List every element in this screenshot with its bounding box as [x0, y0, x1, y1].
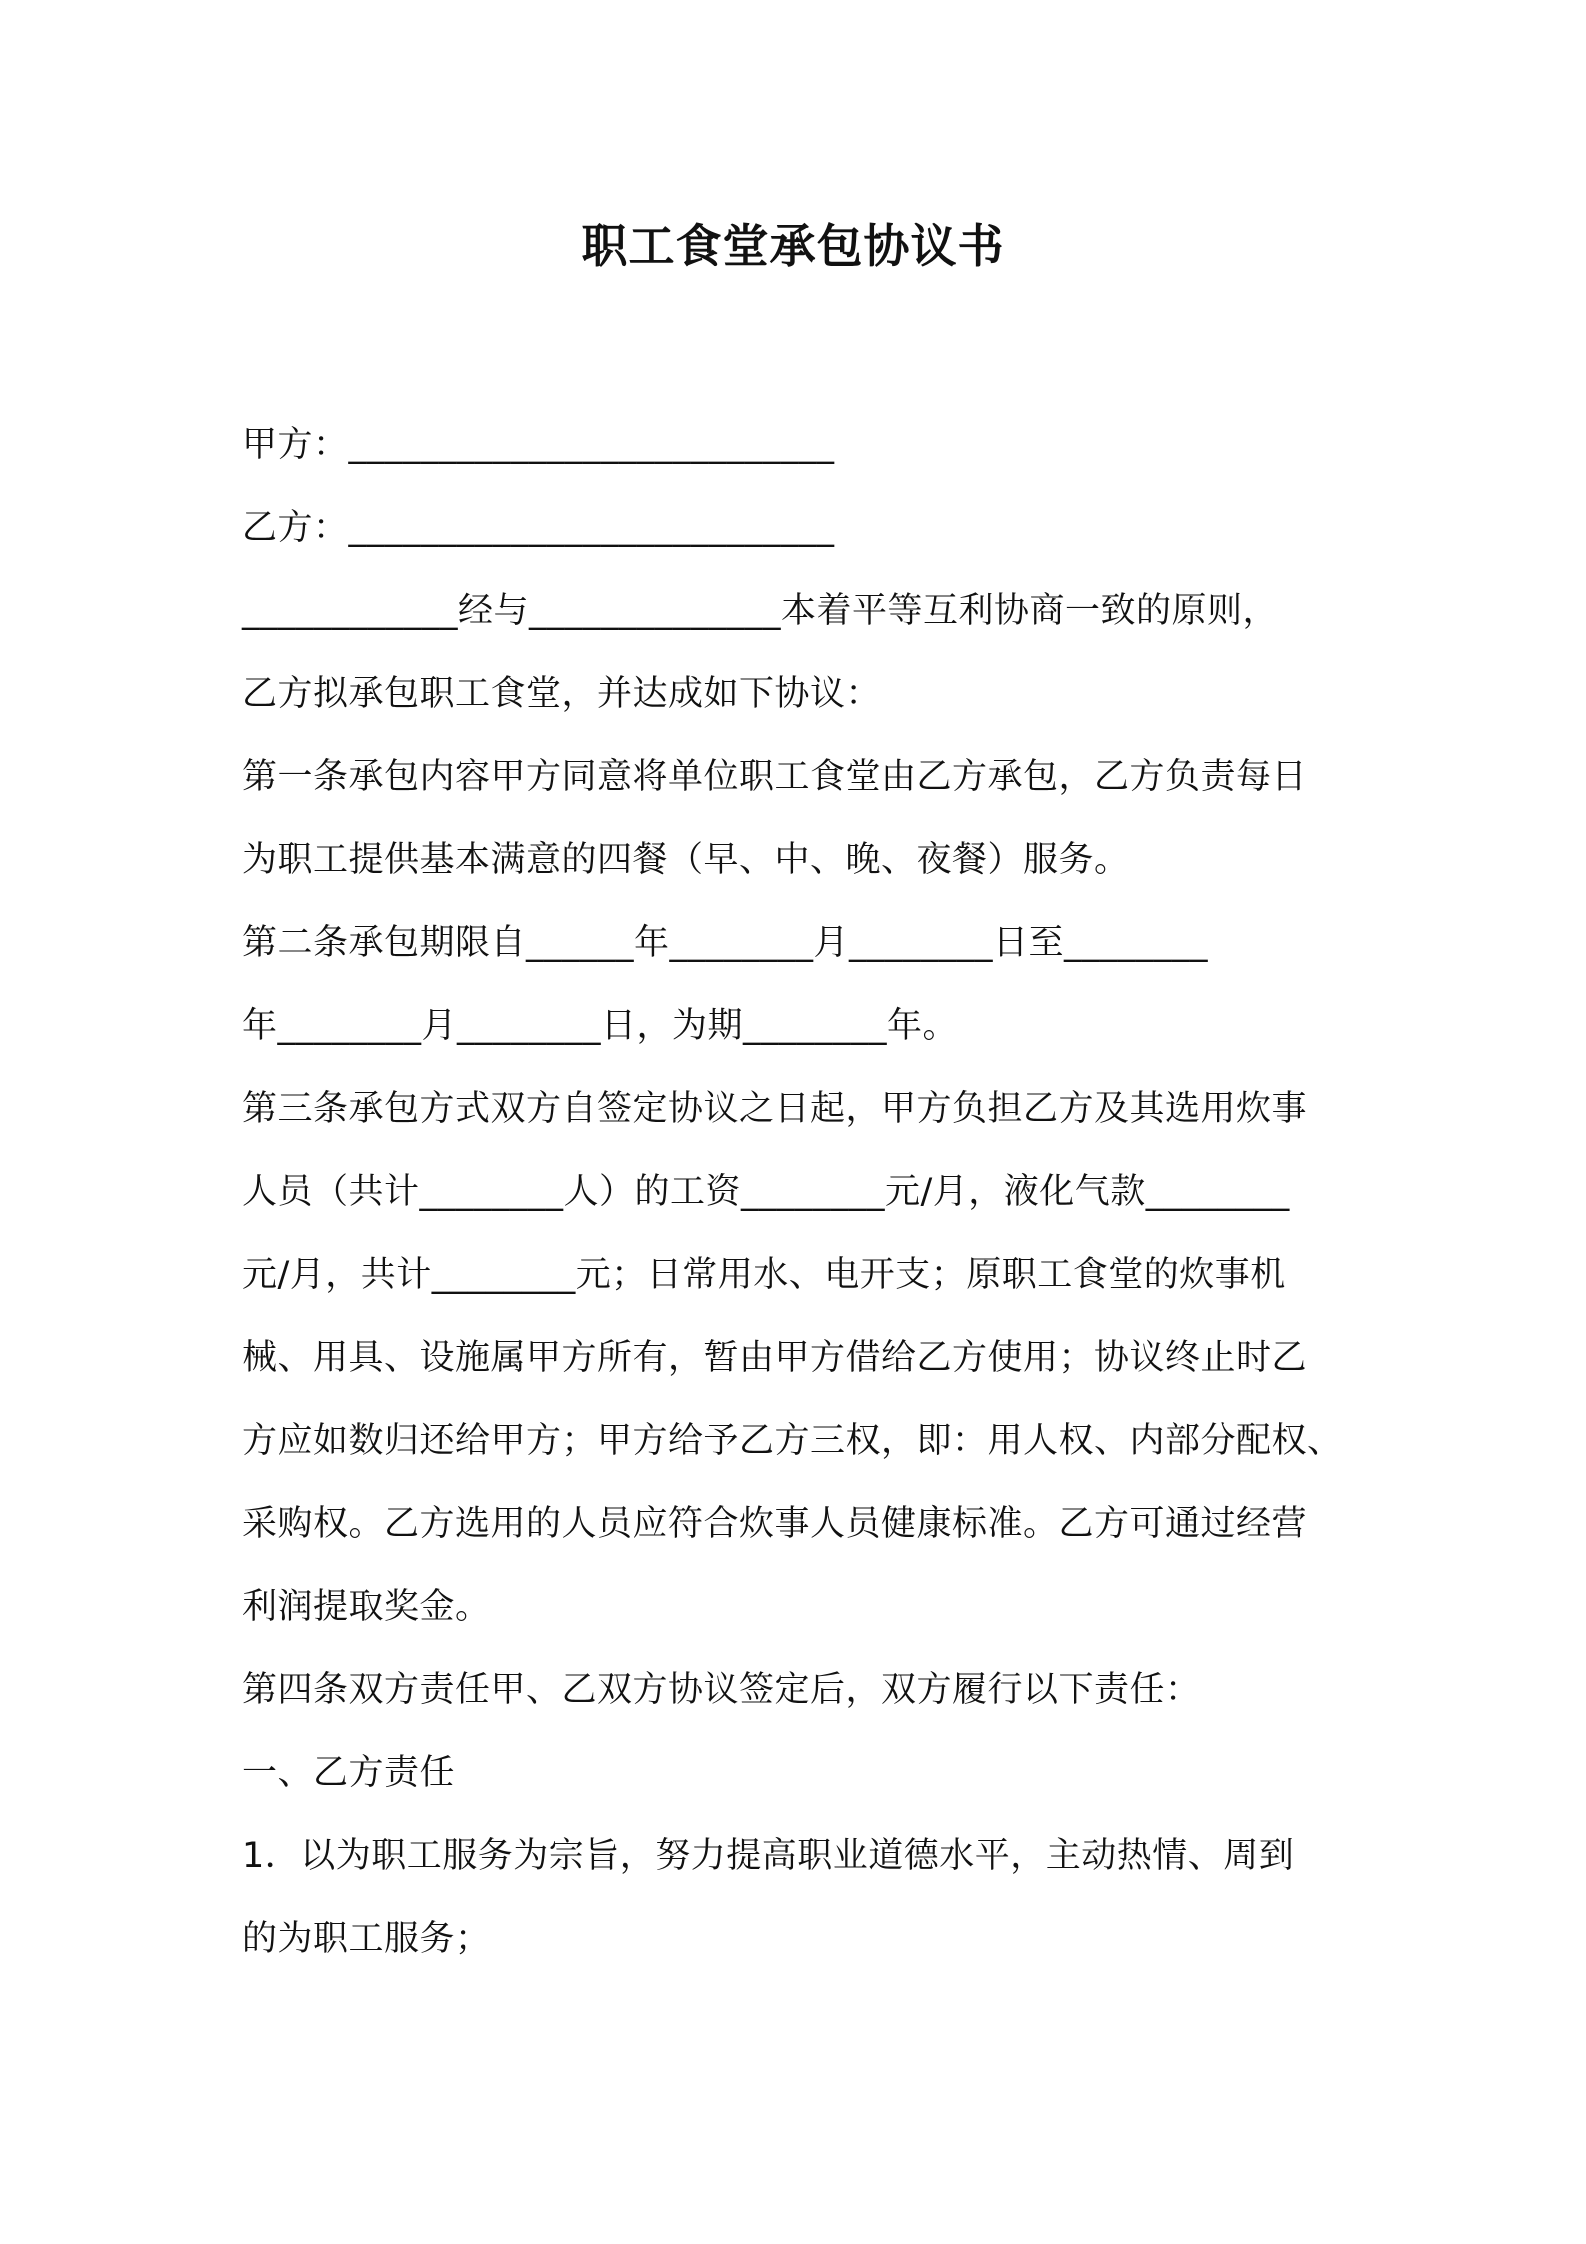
article-2-line: 第二条承包期限自______年________月________日至________ — [242, 923, 1209, 963]
document-title: 职工食堂承包协议书 — [581, 219, 1005, 273]
article-3-line: 采购权。乙方选用的人员应符合炊事人员健康标准。乙方可通过经营 — [242, 1504, 1308, 1544]
preamble-line: ____________经与______________本着平等互利协商一致的原则， — [242, 591, 1279, 631]
article-2-line: 年________月________日，为期________年。 — [242, 1006, 959, 1046]
article-3-line: 利润提取奖金。 — [242, 1587, 491, 1627]
article-3-line: 第三条承包方式双方自签定协议之日起，甲方负担乙方及其选用炊事 — [242, 1089, 1308, 1129]
article-1-line: 第一条承包内容甲方同意将单位职工食堂由乙方承包，乙方负责每日 — [242, 757, 1308, 797]
duty-item-1-line: 1．以为职工服务为宗旨，努力提高职业道德水平，主动热情、周到 — [242, 1836, 1295, 1876]
document-body — [242, 404, 1362, 1981]
article-1-line: 为职工提供基本满意的四餐（早、中、晚、夜餐）服务。 — [242, 840, 1130, 880]
article-3-line: 方应如数归还给甲方；甲方给予乙方三权，即：用人权、内部分配权、 — [242, 1421, 1343, 1461]
article-3-line: 人员（共计________人）的工资________元/月，液化气款________ — [242, 1172, 1290, 1212]
preamble-line: 乙方拟承包职工食堂，并达成如下协议： — [242, 674, 882, 714]
article-3-line: 元/月，共计________元；日常用水、电开支；原职工食堂的炊事机 — [242, 1255, 1286, 1295]
duty-item-1-line: 的为职工服务； — [242, 1919, 491, 1959]
article-4-line: 第四条双方责任甲、乙双方协议签定后，双方履行以下责任： — [242, 1670, 1201, 1710]
party-a-line: 甲方：___________________________ — [242, 425, 835, 465]
party-b-line: 乙方：___________________________ — [242, 508, 835, 548]
article-3-line: 械、用具、设施属甲方所有，暂由甲方借给乙方使用；协议终止时乙 — [242, 1338, 1308, 1378]
section-heading-party-b-duties: 一、乙方责任 — [242, 1753, 456, 1793]
